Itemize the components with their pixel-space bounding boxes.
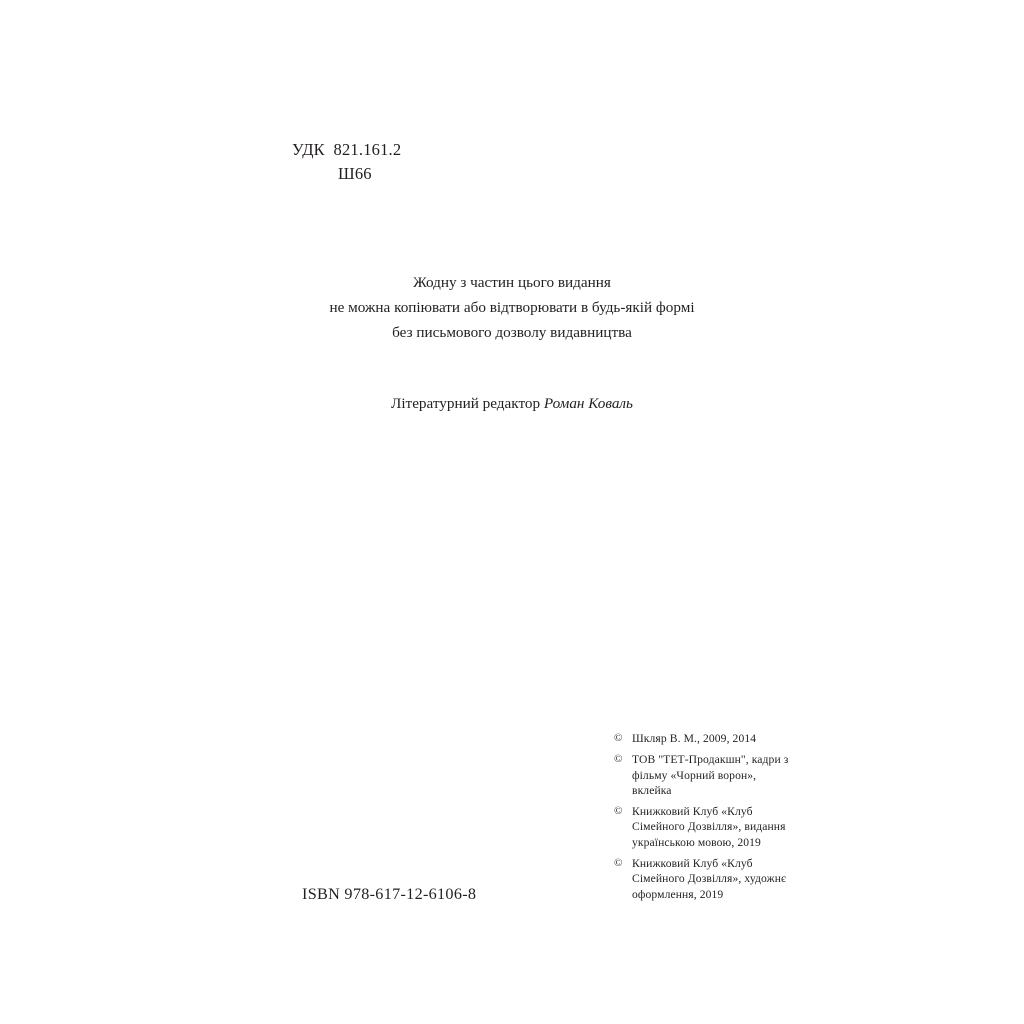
list-item: [614, 752, 794, 798]
copyright-notice-line-1: Жодну з частин цього видання: [413, 274, 611, 291]
literary-editor-line: [0, 395, 1024, 413]
copyright-icon: ©: [614, 857, 623, 870]
copyright-icon: ©: [614, 805, 623, 818]
list-item: [614, 856, 794, 902]
rights-item-text: Книжковий Клуб «Клуб Сімейного Дозвілля», художнє оформлення, 2019: [632, 857, 787, 901]
list-item: [614, 804, 794, 850]
rights-item-text: Книжковий Клуб «Клуб Сімейного Дозвілля», видання українською мовою, 2019: [632, 805, 786, 849]
copyright-notice-line-3: без письмового дозволу видавництва: [392, 324, 632, 342]
isbn: ISBN 978-617-12-6106-8: [302, 885, 477, 903]
copyright-icon: ©: [614, 732, 623, 744]
rights-item-text: Шкляр В. М., 2009, 2014: [632, 732, 757, 745]
list-item: [614, 731, 794, 746]
rights-list: [614, 731, 794, 908]
copyright-icon: ©: [614, 753, 623, 766]
literary-editor-name: Роман Коваль: [543, 395, 633, 412]
copyright-notice: [0, 270, 1024, 345]
literary-editor-label: Літературний редактор: [391, 395, 544, 412]
rights-item-text: ТОВ "ТЕТ-Продакшн", кадри з фільму «Чорний ворон», вклейка: [632, 753, 789, 797]
copyright-notice-line-2: не можна копіювати або відтворювати в будь-якій формі: [329, 299, 695, 317]
udc-classification: УДК 821.161.2: [292, 140, 402, 159]
udc-author-code: Ш66: [338, 163, 372, 183]
udc-block: [292, 138, 401, 186]
